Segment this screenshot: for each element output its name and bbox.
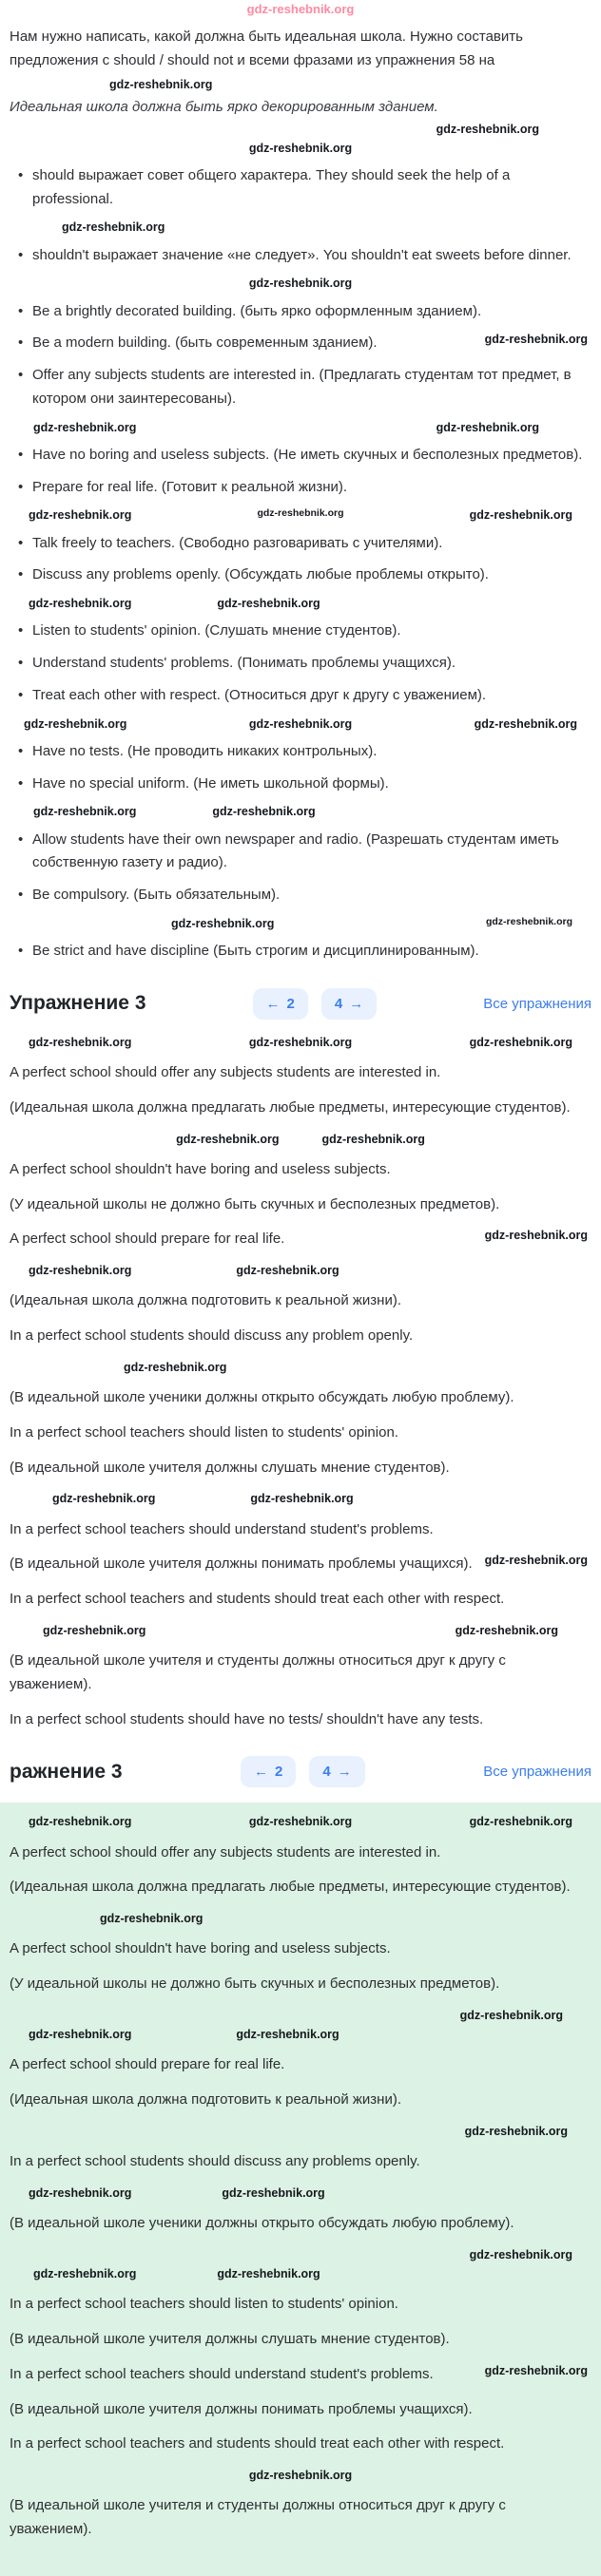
answer-sentence-en: In a perfect school teachers should listen to students' opinion. <box>10 1423 398 1441</box>
watermark: gdz-reshebnik.org <box>436 420 539 434</box>
watermark: gdz-reshebnik.org <box>484 2363 588 2377</box>
next-exercise-button[interactable] <box>321 988 377 1020</box>
phrase-item: • Offer any subjects students are interested in. (Предлагать студентам тот предмет, в котором они заинтересованы). <box>10 364 591 411</box>
watermark: gdz-reshebnik.org <box>250 1492 354 1506</box>
prev-exercise-number: 2 <box>275 1764 283 1781</box>
all-exercises-link[interactable]: Все упражнения <box>483 1764 591 1781</box>
phrase-item: • Listen to students' opinion. (Слушать мнение студентов). <box>10 620 591 643</box>
site-watermark-top: gdz-reshebnik.org <box>246 2 355 16</box>
watermark-row <box>10 804 591 819</box>
phrases-list <box>10 164 591 964</box>
answer-translation-ru: (У идеальной школы не должно быть скучных и бесполезных предметов). <box>10 1195 500 1212</box>
watermark-row <box>10 2027 591 2042</box>
watermark-row <box>10 2266 591 2281</box>
watermark: gdz-reshebnik.org <box>100 1912 204 1926</box>
watermark-row <box>10 2124 591 2139</box>
watermark-row <box>10 1360 591 1375</box>
exercise-pager <box>241 1756 365 1787</box>
answer-sentence-en <box>10 1228 591 1251</box>
answer-translation-ru: (Идеальная школа должна предлагать любые предметы, интересующие студентов). <box>10 1098 571 1116</box>
answer-sentence-en: In a perfect school teachers and students should treat each other with respect. <box>10 2435 505 2452</box>
watermark-row <box>10 596 591 611</box>
answer-translation-ru: (В идеальной школе учителя должны понимать проблемы учащихся). <box>10 2400 473 2417</box>
watermark: gdz-reshebnik.org <box>248 277 353 291</box>
answer-translation-ru: (В идеальной школе ученики должны открыто обсуждать любую проблему). <box>10 2215 514 2232</box>
answer-sentence-en: In a perfect school students should discuss any problem openly. <box>10 1327 414 1345</box>
watermark: gdz-reshebnik.org <box>474 716 577 731</box>
watermark: gdz-reshebnik.org <box>436 123 539 137</box>
answer-translation-ru: (Идеальная школа должна предлагать любые предметы, интересующие студентов). <box>10 1879 571 1896</box>
watermark-row <box>10 716 591 732</box>
watermark: gdz-reshebnik.org <box>29 597 132 611</box>
answer-text: A perfect school should prepare for real life. <box>10 1231 285 1248</box>
watermark-row <box>10 1814 591 1829</box>
answer-translation-ru: (В идеальной школе учителя должны слушать мнение студентов). <box>10 2331 450 2348</box>
phrase-item: • Have no special uniform. (Не иметь школьной формы). <box>10 773 591 796</box>
watermark: gdz-reshebnik.org <box>484 1554 588 1568</box>
next-exercise-button[interactable] <box>309 1756 364 1787</box>
answer-sentence-en: In a perfect school teachers should listen to students' opinion. <box>10 2296 398 2313</box>
answer-sentence-en <box>10 2363 591 2387</box>
watermark: gdz-reshebnik.org <box>236 2028 339 2042</box>
answer-translation-ru: (В идеальной школе учителя должны слушать мнение студентов). <box>10 1459 450 1476</box>
arrow-right-icon: → <box>337 1764 352 1781</box>
prev-exercise-button[interactable] <box>241 1756 296 1787</box>
phrase-item: • Understand students' problems. (Понимать проблемы учащихся). <box>10 652 591 676</box>
answer-sentence-en: A perfect school should offer any subjects students are interested in. <box>10 1843 441 1860</box>
phrase-item: • Prepare for real life. (Готовит к реальной жизни). <box>10 476 591 500</box>
watermark-row <box>10 507 591 523</box>
arrow-left-icon: ← <box>254 1764 269 1781</box>
watermark: gdz-reshebnik.org <box>469 508 572 523</box>
answer-translation-ru: (В идеальной школе учителя и студенты должны относиться друг к другу с уважением). <box>10 2497 506 2538</box>
phrase-item: • Have no tests. (Не проводить никаких контрольных). <box>10 740 591 764</box>
phrase-text: • Be a modern building. (быть современным зданием). <box>32 334 378 352</box>
answer-sentence-en: In a perfect school teachers should understand student's problems. <box>10 1520 434 1537</box>
answer-sentence-en: In a perfect school teachers and students should treat each other with respect. <box>10 1591 505 1608</box>
watermark: gdz-reshebnik.org <box>33 420 137 434</box>
watermark: gdz-reshebnik.org <box>176 1132 280 1146</box>
watermark: gdz-reshebnik.org <box>33 2267 137 2281</box>
answer-translation-ru: (В идеальной школе ученики должны открыто обсуждать любую проблему). <box>10 1389 514 1406</box>
watermark: gdz-reshebnik.org <box>29 1264 132 1278</box>
answer-translation-ru: (В идеальной школе учителя и студенты должны относиться друг к другу с уважением). <box>10 1652 506 1692</box>
watermark: gdz-reshebnik.org <box>455 1623 558 1637</box>
watermark: gdz-reshebnik.org <box>257 507 344 520</box>
watermark: gdz-reshebnik.org <box>469 1035 572 1049</box>
watermark-row <box>10 219 591 235</box>
arrow-left-icon: ← <box>265 995 281 1012</box>
watermark-row <box>10 916 591 931</box>
answer-translation-ru: (Идеальная школа должна подготовить к реальной жизни). <box>10 2091 401 2109</box>
watermark: gdz-reshebnik.org <box>29 1815 132 1829</box>
phrase-item: • Be strict and have discipline (Быть строгим и дисциплинированным). <box>10 940 591 964</box>
phrase-item: • Talk freely to teachers. (Свободно разговаривать с учителями). <box>10 532 591 556</box>
phrase-item: • Be a brightly decorated building. (быть ярко оформленным зданием). <box>10 300 591 324</box>
prev-exercise-number: 2 <box>286 995 295 1012</box>
exercise-header <box>10 1756 591 1787</box>
answer-sentence-en: A perfect school shouldn't have boring and useless subjects. <box>10 1940 391 1957</box>
prev-exercise-button[interactable] <box>253 988 308 1020</box>
arrow-right-icon: → <box>349 995 364 1012</box>
watermark: gdz-reshebnik.org <box>469 2247 572 2261</box>
answers-block <box>10 1035 591 1732</box>
watermark: gdz-reshebnik.org <box>43 1623 146 1637</box>
answer-text: In a perfect school teachers should understand student's problems. <box>10 2365 434 2382</box>
phrase-item: • Be compulsory. (Быть обязательным). <box>10 884 591 907</box>
watermark: gdz-reshebnik.org <box>236 1264 339 1278</box>
task-description: Нам нужно написать, какой должна быть идеальная школа. Нужно составить предложения с should / should not и всеми фразами из упражнения 58 на <box>10 28 523 69</box>
watermark: gdz-reshebnik.org <box>217 597 320 611</box>
phrase-item: • shouldn't выражает значение «не следует». You shouldn't eat sweets before dinner. <box>10 244 591 268</box>
watermark: gdz-reshebnik.org <box>212 805 316 819</box>
watermark-row <box>10 1491 591 1506</box>
all-exercises-link[interactable]: Все упражнения <box>483 995 591 1012</box>
watermark: gdz-reshebnik.org <box>464 2124 568 2138</box>
watermark: gdz-reshebnik.org <box>29 1035 132 1049</box>
answer-sentence-en: In a perfect school students should discuss any problems openly. <box>10 2153 420 2170</box>
answer-sentence-en: A perfect school should offer any subjects students are interested in. <box>10 1064 441 1081</box>
watermark-row <box>10 77 591 92</box>
watermark: gdz-reshebnik.org <box>222 2185 325 2200</box>
watermark-row <box>10 420 591 435</box>
watermark: gdz-reshebnik.org <box>485 915 572 927</box>
watermark-row <box>10 2008 591 2023</box>
next-exercise-number: 4 <box>334 995 343 1012</box>
exercise-title: ражнение 3 <box>10 1760 123 1783</box>
watermark: gdz-reshebnik.org <box>484 333 588 347</box>
phrase-item: • Have no boring and useless subjects. (Не иметь скучных и бесполезных предметов). <box>10 444 591 467</box>
phrase-item: • Allow students have their own newspaper and radio. (Разрешать студентам иметь собственную газету и радио). <box>10 829 591 876</box>
exercise-header <box>10 988 591 1020</box>
watermark-row <box>10 1263 591 1278</box>
phrase-item: • should выражает совет общего характера. They should seek the help of a professional. <box>10 164 591 212</box>
watermark-row <box>10 122 591 137</box>
watermark-row <box>10 1911 591 1926</box>
next-exercise-number: 4 <box>322 1764 331 1781</box>
watermark: gdz-reshebnik.org <box>321 1132 425 1146</box>
watermark: gdz-reshebnik.org <box>24 716 127 731</box>
watermark: gdz-reshebnik.org <box>459 2008 563 2022</box>
watermark-row <box>10 141 591 156</box>
watermark: gdz-reshebnik.org <box>33 805 137 819</box>
answer-translation-ru: (У идеальной школы не должно быть скучных и бесполезных предметов). <box>10 1975 500 1993</box>
exercise-pager <box>253 988 378 1020</box>
watermark: gdz-reshebnik.org <box>29 2185 132 2200</box>
watermark-row <box>10 1132 591 1147</box>
watermark-row <box>10 2247 591 2262</box>
example-sentence: Идеальная школа должна быть ярко декорированным зданием. <box>10 98 438 115</box>
exercise-title: Упражнение 3 <box>10 992 146 1015</box>
watermark: gdz-reshebnik.org <box>171 916 275 930</box>
watermark: gdz-reshebnik.org <box>469 1815 572 1829</box>
watermark-row <box>10 2185 591 2201</box>
watermark: gdz-reshebnik.org <box>248 1035 353 1049</box>
watermark-row <box>10 1623 591 1638</box>
answer-sentence-en: A perfect school should prepare for real life. <box>10 2056 285 2073</box>
watermark: gdz-reshebnik.org <box>109 77 213 91</box>
watermark: gdz-reshebnik.org <box>248 141 353 155</box>
watermark: gdz-reshebnik.org <box>484 1229 588 1243</box>
watermark: gdz-reshebnik.org <box>248 1815 353 1829</box>
watermark: gdz-reshebnik.org <box>29 2028 132 2042</box>
watermark: gdz-reshebnik.org <box>62 220 165 235</box>
answer-block-highlighted <box>0 1803 601 2576</box>
answer-translation-ru: (Идеальная школа должна подготовить к реальной жизни). <box>10 1292 401 1309</box>
answer-sentence-en: A perfect school shouldn't have boring and useless subjects. <box>10 1160 391 1177</box>
watermark-row <box>10 1035 591 1050</box>
watermark: gdz-reshebnik.org <box>124 1360 227 1374</box>
watermark: gdz-reshebnik.org <box>52 1492 156 1506</box>
phrase-item: • Treat each other with respect. (Относиться друг к другу с уважением). <box>10 684 591 708</box>
answer-sentence-en: In a perfect school students should have no tests/ shouldn't have any tests. <box>10 1710 484 1727</box>
watermark: gdz-reshebnik.org <box>29 508 132 523</box>
phrase-item <box>10 332 591 355</box>
watermark: gdz-reshebnik.org <box>248 716 353 731</box>
phrase-item: • Discuss any problems openly. (Обсуждать любые проблемы открыто). <box>10 563 591 587</box>
watermark: gdz-reshebnik.org <box>248 2469 353 2483</box>
watermark-row <box>10 276 591 291</box>
watermark: gdz-reshebnik.org <box>217 2267 320 2281</box>
answer-text: (В идеальной школе учителя должны понимать проблемы учащихся). <box>10 1555 473 1573</box>
answer-translation-ru <box>10 1553 591 1576</box>
watermark-row <box>10 2468 591 2483</box>
